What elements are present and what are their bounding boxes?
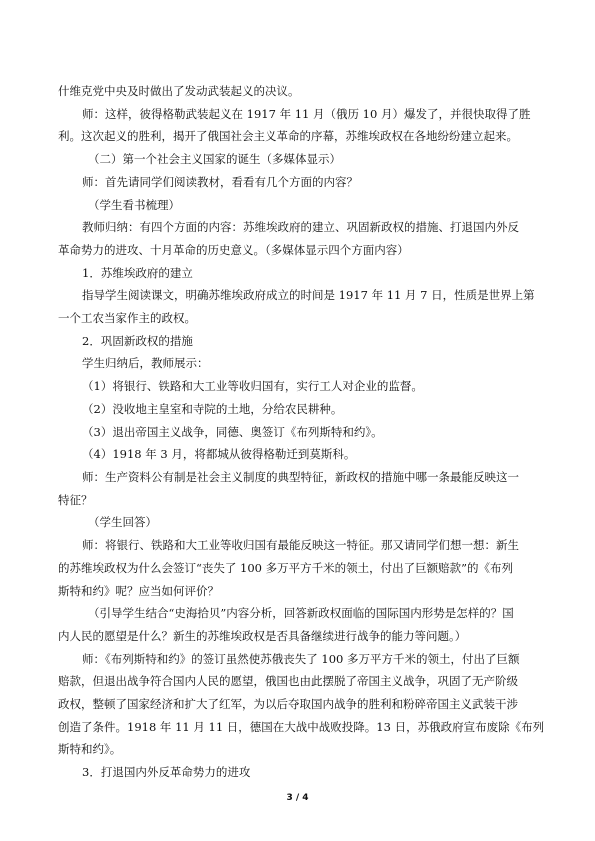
list-item: （3）退出帝国主义战争，同德、奥签订《布列斯特和约》。 [82,424,383,439]
text-line: 内人民的愿望是什么？新生的苏维埃政权是否具备继续进行战争的能力等问题。） [58,628,467,643]
text-line: 师：生产资料公有制是社会主义制度的典型特征，新政权的措施中哪一条最能反映这一 [82,469,519,484]
text-line: 利。这次起义的胜利，揭开了俄国社会主义革命的序幕，苏维埃政权在各地纷纷建立起来。 [58,129,518,144]
text-line: （引导学生结合“史海拾贝”内容分析，回答新政权面临的国际国内形势是怎样的？国 [88,606,514,621]
subheading: 1．苏维埃政府的建立 [82,265,193,280]
text-line: 指导学生阅读课文，明确苏维埃政府成立的时间是 1917 年 11 月 7 日，性质是世界上第 [82,288,535,303]
text-line: 教师归纳：有四个方面的内容：苏维埃政府的建立、巩固新政权的措施、打退国内外反 [82,220,519,235]
list-item: （4）1918 年 3 月，将都城从彼得格勒迁到莫斯科。 [82,447,356,462]
section-heading: （二）第一个社会主义国家的诞生（多媒体显示） [88,152,341,167]
subheading: 3．打退国内外反革命势力的进攻 [82,765,251,780]
text-line: 斯特和约》呢？应当如何评价？ [58,583,219,598]
text-line: 师：这样，彼得格勒武装起义在 1917 年 11 月（俄历 10 月）爆发了，并很快取得了胜 [82,106,531,121]
list-item: （2）没收地主皇室和寺院的土地，分给农民耕种。 [82,401,343,416]
text-line: 师：首先请同学们阅读教材，看看有几个方面的内容？ [82,174,358,189]
list-item: （1）将银行、铁路和大工业等收归国有，实行工人对企业的监督。 [82,379,423,394]
text-line: 学生归纳后，教师展示： [82,356,209,371]
text-line: 师：将银行、铁路和大工业等收归国有最能反映这一特征。那又请同学们想一想：新生 [82,538,519,553]
text-line: 赔款，但退出战争符合国内人民的愿望，俄国也由此摆脱了帝国主义战争，巩固了无产阶级 [58,674,518,689]
page-number: 3 / 4 [286,793,309,803]
text-line: 政权，整顿了国家经济和扩大了红军，为以后夺取国内战争的胜利和粉碎帝国主义武装干涉 [58,697,518,712]
text-line: 什维克党中央及时做出了发动武装起义的决议。 [58,84,300,98]
text-line: 的苏维埃政权为什么会签订“丧失了 100 多万平方千米的领土，付出了巨额赔款”的《布列 [58,560,514,575]
text-line: 斯特和约》。 [58,742,122,757]
text-line: 创造了条件。1918 年 11 月 11 日，德国在大战中战败投降。13 日，苏俄政府宣布废除《布列 [58,719,545,734]
text-line: 特征？ [58,492,93,507]
text-line: 师：《布列斯特和约》的签订虽然使苏俄丧失了 100 多万平方千米的领土，付出了巨额 [82,651,520,666]
text-line: （学生看书梳理） [88,197,180,212]
text-line: 革命势力的进攻、十月革命的历史意义。（多媒体显示四个方面内容） [58,242,409,257]
text-line: （学生回答） [88,515,157,530]
subheading: 2．巩固新政权的措施 [82,333,193,348]
text-line: 一个工农当家作主的政权。 [58,311,196,326]
